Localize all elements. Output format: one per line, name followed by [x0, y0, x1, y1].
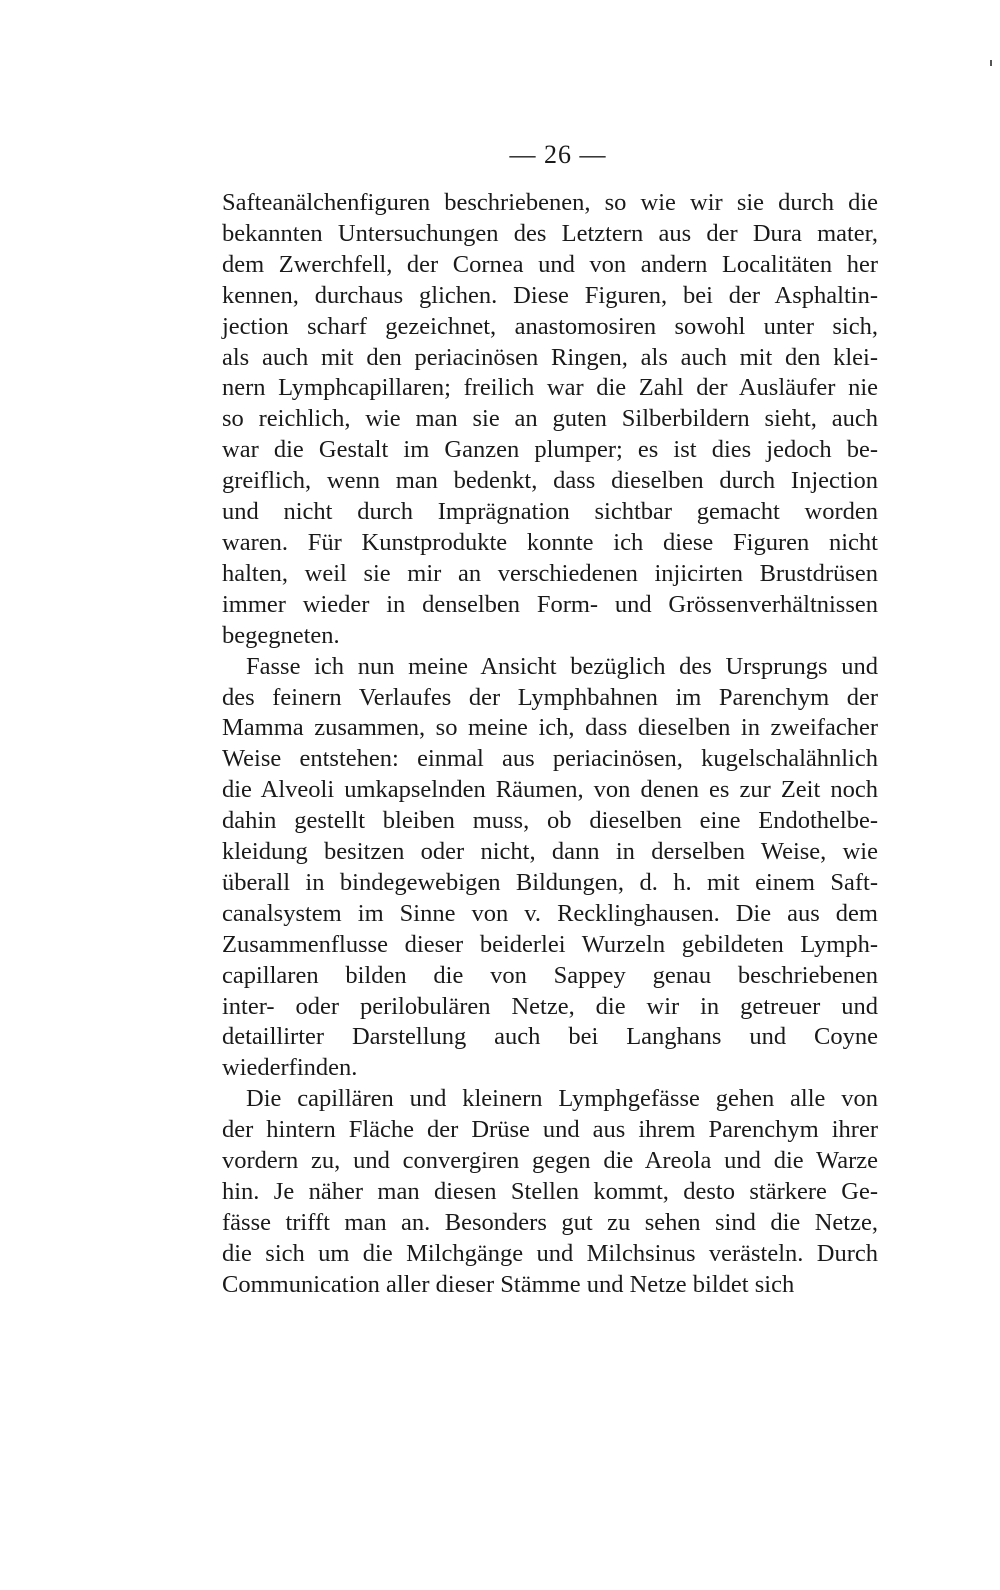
text-line: Die capillären und kleinern Lymphgefässe gehen alle von: [246, 1085, 878, 1113]
text-line: der hintern Fläche der Drüse und aus ihrem Parenchym ihrer: [222, 1116, 878, 1144]
text-line: kleidung besitzen oder nicht, dann in derselben Weise, wie: [222, 838, 878, 866]
text-line: bekannten Untersuchungen des Letztern aus der Dura mater,: [222, 219, 878, 247]
text-line: canalsystem im Sinne von v. Recklinghausen. Die aus dem: [222, 899, 878, 927]
scan-edge-mark: [990, 60, 992, 66]
text-line: des feinern Verlaufes der Lymphbahnen im Parenchym der: [222, 683, 878, 711]
paragraph: [222, 652, 878, 1085]
text-line: Fasse ich nun meine Ansicht bezüglich des Ursprungs und: [246, 652, 878, 680]
text-line: so reichlich, wie man sie an guten Silberbildern sieht, auch: [222, 405, 878, 433]
text-line: waren. Für Kunstprodukte konnte ich diese Figuren nicht: [222, 528, 878, 556]
paragraph: [222, 188, 878, 652]
text-line: dahin gestellt bleiben muss, ob dieselben eine Endothelbe-: [222, 807, 878, 835]
paragraph: [222, 1084, 878, 1300]
text-line: inter- oder perilobulären Netze, die wir in getreuer und: [222, 992, 878, 1020]
text-line: wiederfinden.: [222, 1054, 358, 1082]
text-line: detaillirter Darstellung auch bei Langhans und Coyne: [222, 1023, 878, 1051]
text-line: fässe trifft man an. Besonders gut zu sehen sind die Netze,: [222, 1208, 878, 1236]
text-line: hin. Je näher man diesen Stellen kommt, desto stärkere Ge-: [222, 1178, 878, 1205]
text-line: nern Lymphcapillaren; freilich war die Zahl der Ausläufer nie: [222, 374, 878, 402]
text-line: dem Zwerchfell, der Cornea und von andern Localitäten her: [222, 250, 878, 278]
text-line: die Alveoli umkapselnden Räumen, von denen es zur Zeit noch: [222, 776, 878, 804]
page-number: — 26 —: [509, 140, 607, 169]
text-line: als auch mit den periacinösen Ringen, als auch mit den klei-: [222, 343, 878, 371]
text-line: war die Gestalt im Ganzen plumper; es ist dies jedoch be-: [222, 436, 878, 464]
text-line: überall in bindegewebigen Bildungen, d. h. mit einem Saft-: [222, 868, 878, 896]
text-line: greiflich, wenn man bedenkt, dass dieselben durch Injection: [222, 467, 878, 495]
text-line: und nicht durch Imprägnation sichtbar gemacht worden: [222, 498, 878, 526]
text-line: vordern zu, und convergiren gegen die Areola und die Warze: [222, 1147, 878, 1175]
text-line: die sich um die Milchgänge und Milchsinus verästeln. Durch: [222, 1239, 878, 1267]
text-line: kennen, durchaus glichen. Diese Figuren, bei der Asphaltin-: [222, 281, 878, 309]
text-line: capillaren bilden die von Sappey genau beschriebenen: [222, 961, 878, 989]
text-line: Communication aller dieser Stämme und Netze bildet sich: [222, 1270, 795, 1298]
text-line: Safteanälchenfiguren beschriebenen, so wie wir sie durch die: [222, 189, 878, 216]
text-line: begegneten.: [222, 621, 340, 649]
text-line: Zusammenflusse dieser beiderlei Wurzeln gebildeten Lymph-: [222, 930, 878, 958]
text-line: Weise entstehen: einmal aus periacinösen, kugelschalähnlich: [222, 745, 878, 773]
text-line: immer wieder in denselben Form- und Grössenverhältnissen: [222, 590, 878, 618]
text-line: Mamma zusammen, so meine ich, dass dieselben in zweifacher: [222, 714, 878, 742]
text-line: jection scharf gezeichnet, anastomosiren sowohl unter sich,: [222, 312, 878, 340]
text-line: halten, weil sie mir an verschiedenen injicirten Brustdrüsen: [222, 559, 878, 587]
body-text: [222, 188, 878, 1301]
